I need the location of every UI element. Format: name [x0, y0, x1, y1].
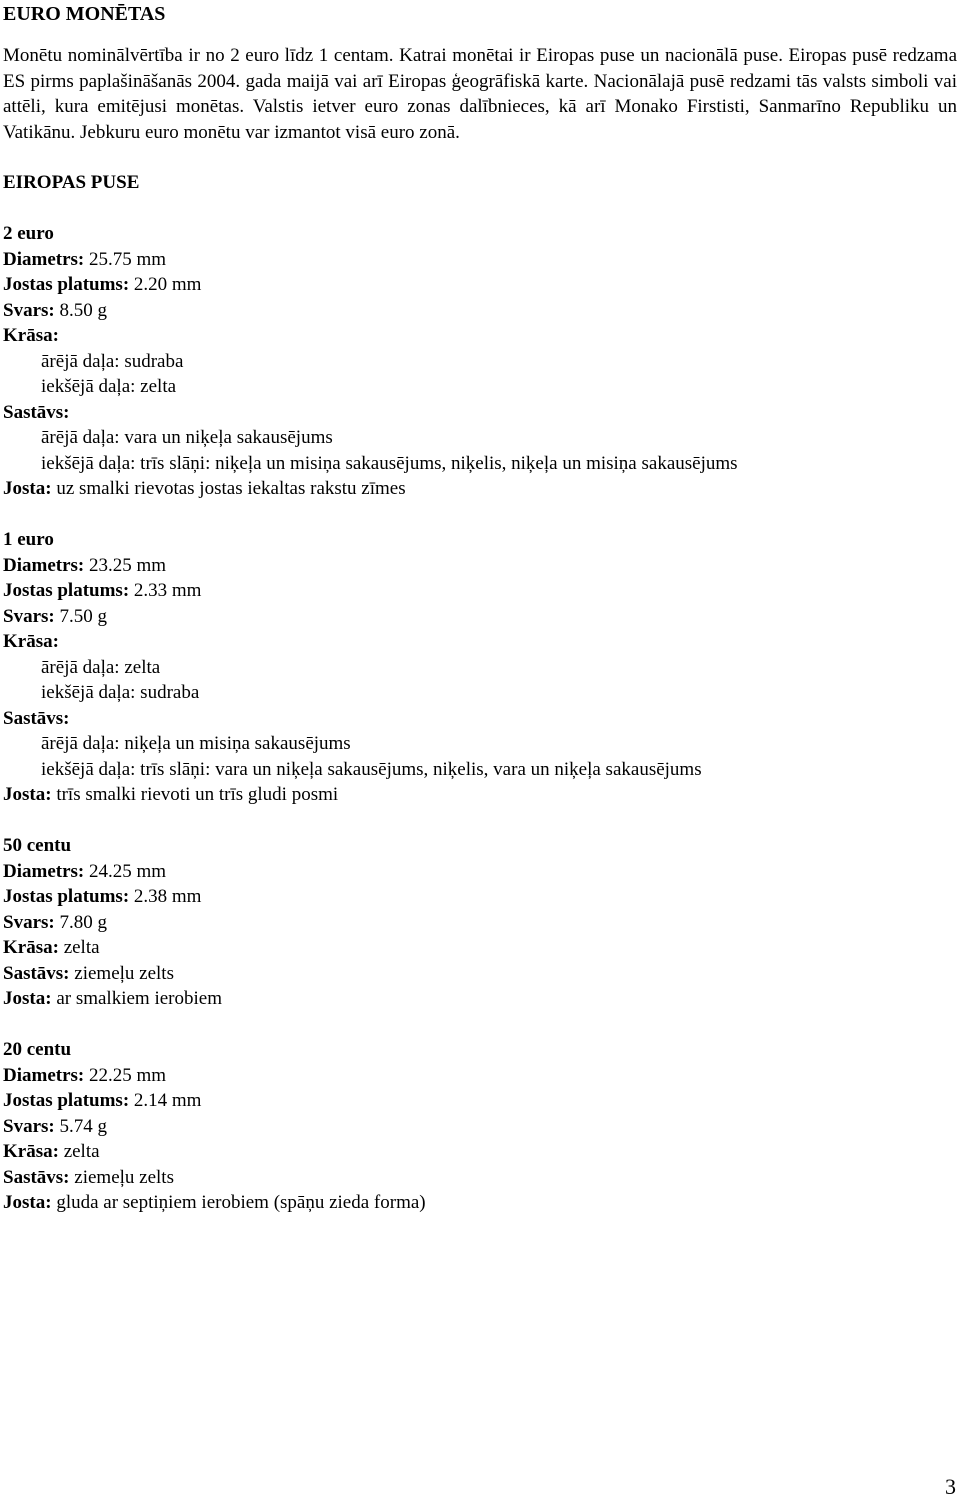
edge-row — [3, 1190, 957, 1216]
color-value: zelta — [63, 937, 100, 959]
coin-name: 2 euro — [3, 223, 54, 245]
composition-row — [3, 400, 957, 426]
diameter-row — [3, 1063, 957, 1089]
weight-row — [3, 604, 957, 630]
color-value: zelta — [63, 1141, 100, 1163]
composition-row — [3, 961, 957, 987]
color-line: ārējā daļa: zelta — [41, 656, 161, 678]
edge-width-label: Jostas platums: — [3, 580, 130, 602]
composition-label: Sastāvs: — [3, 401, 70, 423]
color-row — [3, 935, 957, 961]
edge-label: Josta: — [3, 478, 52, 500]
composition-label: Sastāvs: — [3, 707, 70, 729]
diameter-row — [3, 553, 957, 579]
diameter-row — [3, 247, 957, 273]
edge-width-label: Jostas platums: — [3, 886, 130, 908]
weight-label: Svars: — [3, 1115, 55, 1137]
composition-line: iekšējā daļa: trīs slāņi: vara un niķeļa sakausējums, niķelis, vara un niķeļa sakausējums — [41, 758, 702, 780]
diameter-label: Diametrs: — [3, 554, 85, 576]
composition-line: iekšējā daļa: trīs slāņi: niķeļa un misiņa sakausējums, niķelis, niķeļa un misiņa sakausējums — [41, 452, 738, 474]
color-row — [3, 629, 957, 655]
color-label: Krāsa: — [3, 325, 59, 347]
weight-label: Svars: — [3, 911, 55, 933]
composition-line: ārējā daļa: vara un niķeļa sakausējums — [41, 427, 333, 449]
diameter-label: Diametrs: — [3, 860, 85, 882]
edge-width-row — [3, 1088, 957, 1114]
coin-2-euro — [3, 221, 957, 502]
diameter-value: 25.75 mm — [89, 248, 167, 270]
edge-width-value: 2.33 mm — [133, 580, 202, 602]
diameter-value: 24.25 mm — [89, 860, 167, 882]
edge-value: uz smalki rievotas jostas iekaltas rakstu zīmes — [56, 478, 406, 500]
composition-value: ziemeļu zelts — [74, 962, 174, 984]
page-number: 3 — [945, 1474, 956, 1499]
edge-width-value: 2.14 mm — [133, 1090, 202, 1112]
color-label: Krāsa: — [3, 937, 59, 959]
edge-width-value: 2.38 mm — [133, 886, 202, 908]
weight-label: Svars: — [3, 605, 55, 627]
diameter-row — [3, 859, 957, 885]
coin-20-cents — [3, 1037, 957, 1216]
edge-row — [3, 782, 957, 808]
color-row — [3, 1139, 957, 1165]
edge-label: Josta: — [3, 784, 52, 806]
weight-value: 8.50 g — [59, 299, 107, 321]
intro-paragraph: Monētu nominālvērtība ir no 2 euro līdz 1 centam. Katrai monētai ir Eiropas puse un nacionālā puse. Eiropas pusē redzama ES pirms paplašināšanās 2004. gada maijā vai arī Eiropas ģeogrāfiskā karte. Nacionālajā pusē redzami tās valsts simboli vai attēli, kura emitējusi monētas. Valstis ietver euro zonas dalībnieces, kā arī Monako Firstisti, Sanmarīno Republiku un Vatikānu. Jebkuru euro monētu var izmantot visā euro zonā. — [3, 45, 957, 143]
composition-label: Sastāvs: — [3, 1166, 70, 1188]
coin-1-euro — [3, 527, 957, 808]
edge-value: gluda ar septiņiem ierobiem (spāņu zieda forma) — [56, 1192, 426, 1214]
coin-name: 50 centu — [3, 835, 72, 857]
weight-value: 7.50 g — [59, 605, 107, 627]
composition-value: ziemeļu zelts — [74, 1166, 174, 1188]
edge-width-label: Jostas platums: — [3, 274, 130, 296]
edge-width-label: Jostas platums: — [3, 1090, 130, 1112]
edge-value: ar smalkiem ierobiem — [56, 988, 222, 1010]
edge-value: trīs smalki rievoti un trīs gludi posmi — [56, 784, 339, 806]
coin-50-cents — [3, 833, 957, 1012]
composition-line: ārējā daļa: niķeļa un misiņa sakausējums — [41, 733, 351, 755]
edge-label: Josta: — [3, 988, 52, 1010]
weight-value: 5.74 g — [59, 1115, 107, 1137]
section-heading: EIROPAS PUSE — [3, 172, 140, 194]
color-line: iekšējā daļa: sudraba — [41, 682, 200, 704]
diameter-label: Diametrs: — [3, 1064, 85, 1086]
edge-width-row — [3, 578, 957, 604]
color-label: Krāsa: — [3, 631, 59, 653]
edge-width-row — [3, 272, 957, 298]
edge-row — [3, 476, 957, 502]
composition-label: Sastāvs: — [3, 962, 70, 984]
weight-row — [3, 298, 957, 324]
composition-row — [3, 1165, 957, 1191]
edge-label: Josta: — [3, 1192, 52, 1214]
color-line: iekšējā daļa: zelta — [41, 376, 177, 398]
weight-value: 7.80 g — [59, 911, 107, 933]
edge-width-row — [3, 884, 957, 910]
edge-row — [3, 986, 957, 1012]
edge-width-value: 2.20 mm — [133, 274, 202, 296]
composition-row — [3, 706, 957, 732]
coin-name: 20 centu — [3, 1039, 72, 1061]
diameter-label: Diametrs: — [3, 248, 85, 270]
color-row — [3, 323, 957, 349]
document-title: EURO MONĒTAS — [3, 3, 166, 25]
weight-row — [3, 1114, 957, 1140]
document-page — [3, 0, 957, 1216]
color-label: Krāsa: — [3, 1141, 59, 1163]
diameter-value: 22.25 mm — [89, 1064, 167, 1086]
weight-label: Svars: — [3, 299, 55, 321]
color-line: ārējā daļa: sudraba — [41, 350, 184, 372]
weight-row — [3, 910, 957, 936]
diameter-value: 23.25 mm — [89, 554, 167, 576]
coin-name: 1 euro — [3, 529, 54, 551]
